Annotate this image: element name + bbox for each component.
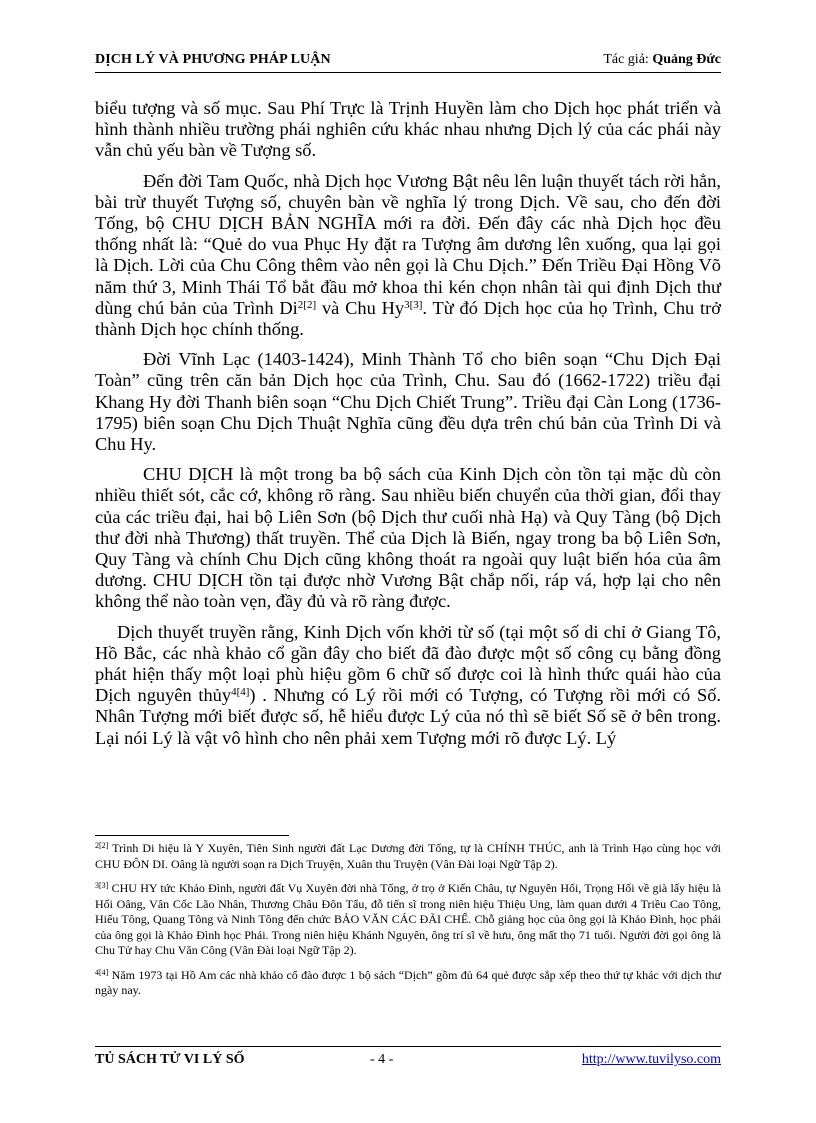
author-line — [603, 52, 721, 68]
main-body — [95, 98, 721, 758]
paragraph-5 — [95, 622, 721, 749]
author-name: Quảng Đức — [652, 52, 721, 67]
paragraph-5-part-b: ) . Nhưng có Lý rồi mới có Tượng, có Tượng rồi mới có Số. Nhân Tượng mới biết được số, hễ hiểu được Lý của nó thì sẽ biết Số sẽ ở bên trong. Lại nói Lý là vật vô hình cho nên phải xem Tượng mới rõ được Lý. Lý — [95, 685, 721, 748]
footnote-mark: 2[2] — [95, 841, 109, 850]
footnote-text: Trình Di hiệu là Y Xuyên, Tiên Sinh người đất Lạc Dương đời Tống, tự là CHÍNH THÚC, anh là Trình Hạo cùng học với CHU ĐÔN DI. Oâng là người soạn ra Dịch Truyện, Xuân thu Truyện (Vân Đài loại Ngữ Tập 2). — [95, 841, 721, 871]
paragraph-3: Đời Vĩnh Lạc (1403-1424), Minh Thành Tổ cho biên soạn “Chu Dịch Đại Toàn” cũng trên căn bản Dịch học của Trình, Chu. Sau đó (1662-1722) triều đại Khang Hy đời Thanh biên soạn “Chu Dịch Chiết Trung”. Triều đại Càn Long (1736-1795) biên soạn Chu Dịch Thuật Nghĩa cũng đều dựa trên chú bản của Trình Di và Chu Hy. — [95, 349, 721, 455]
footnote-3 — [95, 881, 721, 959]
paragraph-2-part-a: Đến đời Tam Quốc, nhà Dịch học Vương Bật nêu lên luận thuyết tách rời hẳn, bài trừ thuyết Tượng số, chuyên bàn về nghĩa lý trong Dịch. Về sau, cho đến đời Tống, bộ CHU DỊCH BẢN NGHĨA mới ra đời. Đến đây các nhà Dịch học đều thống nhất là: “Quẻ do vua Phục Hy đặt ra Tượng âm dương lên xuống, qua lại gọi là Dịch. Lời của Chu Công thêm vào nên gọi là Chu Dịch.” Đến Triều Đại Hồng Võ năm thứ 3, Minh Thái Tổ bắt đầu mở khoa thi kén chọn nhân tài qui định Dịch thư dùng chú bản của Trình Di — [95, 170, 721, 318]
series-title: TỦ SÁCH TỬ VI LÝ SỐ — [95, 1052, 245, 1067]
paragraph-1: biểu tượng và số mục. Sau Phí Trực là Trịnh Huyền làm cho Dịch học phát triển và hình thành nhiều trường phái nghiên cứu khác nhau nhưng Dịch lý của các phái này vẫn chủ yếu bàn về Tượng số. — [95, 98, 721, 161]
footer-divider — [95, 1046, 721, 1047]
document-title: DỊCH LÝ VÀ PHƯƠNG PHÁP LUẬN — [95, 52, 331, 67]
footnote-ref-2[interactable]: 2[2] — [297, 298, 317, 311]
footnote-text: CHU HY tức Khảo Đình, người đất Vụ Xuyên đời nhà Tống, ở trọ ở Kiến Châu, tự Nguyên Hối, Trọng Hối về già lấy hiệu là Hối Oâng, Vân Cốc Lão Nhân, Thương Châu Đôn Tẩu, đỗ tiến sĩ trong niên hiệu Thiệu Ung, làm quan dưới 4 Triều Cao Tông, Hiếu Tông, Quang Tông và Ninh Tông đến chức BẢO VĂN CÁC ĐÃI CHẾ. Chỗ giảng học của ông gọi là Khảo Đình, học phái của ông gọi là Khảo Đình học Phái. Trong niên hiệu Khánh Nguyên, ông trí sĩ về hưu, ông mất thọ 71 tuổi. Người đời gọi ông là Chu Tử hay Chu Văn Công (Vân Đài loại Ngữ Tập 2). — [95, 881, 721, 957]
footnote-4 — [95, 968, 721, 999]
website-link[interactable]: http://www.tuvilyso.com — [581, 1052, 721, 1067]
header-divider — [95, 72, 721, 73]
page-header — [95, 52, 721, 72]
footnote-ref-3[interactable]: 3[3] — [404, 298, 423, 311]
page-number: - 4 - — [370, 1052, 394, 1067]
footnotes — [95, 841, 721, 1008]
footnote-mark: 3[3] — [95, 881, 109, 890]
footnote-2 — [95, 841, 721, 872]
paragraph-2-part-b: và Chu Hy — [316, 297, 405, 318]
page-footer — [95, 1052, 721, 1072]
paragraph-2 — [95, 171, 721, 341]
paragraph-2-part-c: . Từ đó Dịch học của họ Trình, Chu trở thành Dịch học chính thống. — [95, 297, 721, 340]
footnote-divider — [95, 835, 289, 836]
author-label: Tác giả: — [603, 52, 653, 67]
paragraph-4: CHU DỊCH là một trong ba bộ sách của Kinh Dịch còn tồn tại mặc dù còn nhiều thiết sót, cắc cớ, không rõ ràng. Sau nhiều biến chuyển của thời gian, đổi thay của các triều đại, hai bộ Liên Sơn (bộ Dịch thư cuối nhà Hạ) và Quy Tàng (bộ Dịch thư đời nhà Thương) thất truyền. Thể của Dịch là Biến, ngay trong ba bộ Liên Sơn, Quy Tàng và chính Chu Dịch cũng không thoát ra ngoài quy luật biến hóa của âm dương. CHU DỊCH tồn tại được nhờ Vương Bật chắp nối, ráp vá, hợp lại cho nên không thể nào toàn vẹn, đầy đủ và rõ ràng được. — [95, 464, 721, 612]
footnote-ref-4[interactable]: 4[4] — [231, 686, 250, 699]
footnote-text: Năm 1973 tại Hồ Am các nhà khảo cổ đào được 1 bộ sách “Dịch” gồm đủ 64 quẻ được sắp xếp theo thứ tự khác với dịch thư ngày nay. — [95, 967, 721, 997]
paragraph-5-part-a: Dịch thuyết truyền rằng, Kinh Dịch vốn khởi từ số (tại một số di chỉ ở Giang Tô, Hồ Bắc, các nhà khảo cổ gần đây cho biết đã đào được một số công cụ bằng đồng phát hiện thấy một loại phù hiệu gồm 6 chữ số được coi là hình thức quái hào của Dịch nguyên thủy — [95, 621, 721, 706]
footnote-mark: 4[4] — [95, 967, 109, 977]
